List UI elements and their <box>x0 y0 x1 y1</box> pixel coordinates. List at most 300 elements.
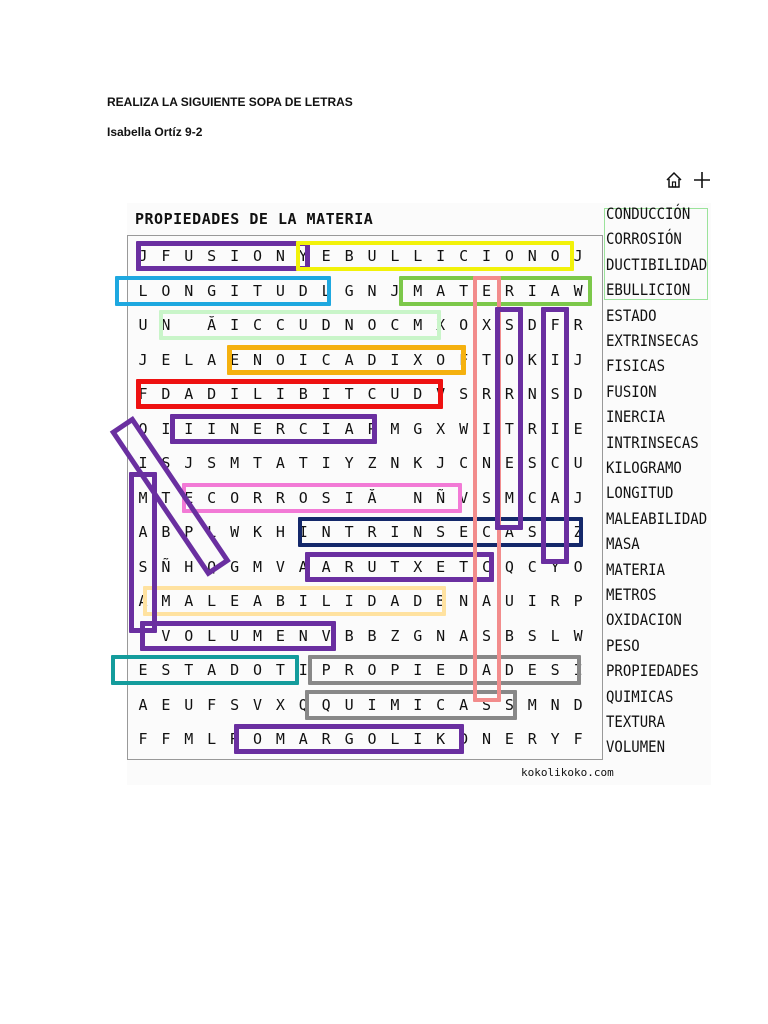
grid-cell: M <box>252 557 263 576</box>
grid-cell: B <box>367 626 377 645</box>
grid-cell: C <box>481 557 492 576</box>
word-list-item: MATERIA <box>606 560 666 579</box>
grid-cell: Ñ <box>436 488 446 507</box>
grid-cell: N <box>230 419 240 438</box>
grid-cell: W <box>459 419 469 438</box>
grid-cell: P <box>390 661 400 679</box>
grid-cell: S <box>481 626 492 645</box>
grid-cell: R <box>230 730 240 748</box>
grid-cell: R <box>367 523 377 541</box>
word-list-item: INTRINSECAS <box>606 433 699 452</box>
grid-cell: G <box>413 419 423 438</box>
grid-cell: C <box>481 523 492 541</box>
grid-cell: L <box>207 592 217 610</box>
grid-cell: I <box>550 419 560 438</box>
grid-cell: S <box>504 695 514 714</box>
grid-cell: O <box>184 626 194 645</box>
grid-cell: T <box>504 419 514 438</box>
grid-cell: A <box>184 385 194 403</box>
grid-cell: D <box>321 316 331 334</box>
grid-cell: A <box>138 695 148 714</box>
highlight-ebullicion <box>296 241 574 271</box>
highlight-maleabilidad <box>143 586 446 616</box>
grid-cell: V <box>161 626 171 645</box>
grid-cell: J <box>138 247 148 265</box>
grid-cell: S <box>138 557 148 576</box>
grid-cell: I <box>527 281 537 300</box>
grid-cell: U <box>184 695 194 714</box>
grid-cell: U <box>298 316 308 334</box>
grid-cell: N <box>367 281 377 300</box>
grid-cell: O <box>550 247 560 265</box>
grid-cell: O <box>504 350 514 369</box>
grid-cell: Z <box>573 523 583 541</box>
word-list-item: CONDUCCIÓN <box>606 205 691 224</box>
grid-cell: I <box>550 350 560 369</box>
grid-cell: L <box>252 385 263 403</box>
grid-cell: S <box>481 695 492 714</box>
grid-cell: E <box>527 661 537 679</box>
grid-cell: A <box>298 557 308 576</box>
grid-cell: G <box>207 281 217 300</box>
grid-cell: I <box>275 385 285 403</box>
grid-cell: D <box>573 695 583 714</box>
highlight-fusion <box>136 241 311 271</box>
grid-cell: X <box>413 350 423 369</box>
grid-cell: A <box>138 592 148 610</box>
grid-cell: I <box>413 695 423 714</box>
grid-cell: T <box>459 281 469 300</box>
grid-cell: N <box>481 730 492 748</box>
grid-cell: M <box>527 695 537 714</box>
grid-cell: N <box>459 592 469 610</box>
word-list-item: QUIMICAS <box>606 687 674 706</box>
grid-cell: N <box>527 385 537 403</box>
grid-cell: H <box>275 523 285 541</box>
grid-cell: I <box>481 419 492 438</box>
grid-cell: V <box>459 488 469 507</box>
grid-cell: N <box>344 316 354 334</box>
grid-cell: B <box>504 626 514 645</box>
grid-cell: Ă <box>367 488 377 507</box>
grid-cell: L <box>184 350 194 369</box>
grid-cell: E <box>504 454 514 472</box>
grid-cell: U <box>390 385 400 403</box>
highlight-ductibilidad <box>136 379 443 409</box>
grid-cell: O <box>138 419 148 438</box>
grid-cell: S <box>436 523 446 541</box>
grid-cell: T <box>252 454 263 472</box>
grid-cell: M <box>161 592 171 610</box>
grid-cell: E <box>436 557 446 576</box>
grid-cell: C <box>298 419 308 438</box>
grid-cell: Y <box>550 557 560 576</box>
grid-cell: M <box>138 488 148 507</box>
grid-cell: E <box>230 350 240 369</box>
grid-cell: R <box>573 316 583 334</box>
highlight-fisicas-col <box>541 307 569 565</box>
word-list-item: PROPIEDADES <box>606 662 699 681</box>
grid-cell: L <box>321 281 331 300</box>
document-heading: REALIZA LA SIGUIENTE SOPA DE LETRAS <box>107 95 353 109</box>
grid-cell: R <box>527 419 537 438</box>
grid-cell: A <box>481 661 492 679</box>
grid-cell: J <box>436 454 446 472</box>
grid-cell: E <box>161 350 171 369</box>
grid-cell: C <box>459 454 469 472</box>
grid-cell: R <box>344 557 354 576</box>
grid-cell: Y <box>298 247 308 265</box>
grid-cell: O <box>436 350 446 369</box>
grid-cell: V <box>252 695 263 714</box>
grid-cell: P <box>573 592 583 610</box>
grid-cell: Ă <box>207 316 217 334</box>
grid-cell: W <box>573 626 583 645</box>
grid-cell: E <box>321 247 331 265</box>
grid-cell: D <box>161 385 171 403</box>
grid-cell: A <box>207 350 217 369</box>
grid-cell: U <box>230 626 240 645</box>
grid-cell: N <box>413 523 423 541</box>
grid-cell: U <box>367 557 377 576</box>
grid-cell: E <box>230 592 240 610</box>
grid-cell: V <box>321 626 331 645</box>
highlight-estado <box>111 655 299 685</box>
grid-cell: D <box>413 592 423 610</box>
word-list-item: DUCTIBILIDAD <box>606 255 708 275</box>
grid-cell: K <box>252 523 263 541</box>
grid-cell: S <box>230 695 240 714</box>
grid-cell: M <box>184 730 194 748</box>
grid-cell: R <box>275 488 285 507</box>
grid-cell: C <box>321 350 331 369</box>
grid-cell: O <box>275 350 285 369</box>
grid-cell: B <box>436 592 446 610</box>
grid-cell: N <box>436 626 446 645</box>
grid-cell: A <box>459 695 469 714</box>
grid-cell: I <box>184 419 194 438</box>
grid-cell: I <box>413 730 423 748</box>
grid-cell: A <box>275 454 285 472</box>
grid-cell: C <box>527 488 537 507</box>
grid-cell: M <box>390 419 400 438</box>
grid-cell: Y <box>344 454 354 472</box>
grid-cell: F <box>550 316 560 334</box>
grid-cell: L <box>390 247 400 265</box>
word-list-item: PESO <box>606 636 640 656</box>
grid-cell: R <box>527 730 537 748</box>
grid-cell: U <box>138 316 148 334</box>
grid-cell: R <box>275 419 285 438</box>
word-list-item: TEXTURA <box>606 713 666 732</box>
grid-cell: J <box>390 281 400 300</box>
grid-cell: E <box>573 419 583 438</box>
grid-cell: O <box>367 661 377 679</box>
grid-cell: B <box>344 247 354 265</box>
grid-cell: T <box>459 557 469 576</box>
word-list-item: OXIDACION <box>606 611 682 630</box>
grid-cell: C <box>527 557 537 576</box>
grid-cell: M <box>413 316 423 334</box>
grid-cell: H <box>184 557 194 576</box>
grid-cell: A <box>138 523 148 541</box>
word-list-item: METROS <box>606 586 657 605</box>
home-icon[interactable] <box>664 170 684 190</box>
word-list-item: FISICAS <box>606 357 666 376</box>
grid-cell: A <box>298 730 308 748</box>
grid-cell: O <box>504 247 514 265</box>
grid-cell: K <box>413 454 423 472</box>
grid-cell: Y <box>550 730 560 748</box>
grid-cell: O <box>573 557 583 576</box>
grid-cell: I <box>161 419 171 438</box>
grid-cell: I <box>481 247 492 265</box>
grid-cell: A <box>481 592 492 610</box>
grid-cell: T <box>481 350 492 369</box>
grid-cell: A <box>550 488 560 507</box>
grid-cell: E <box>252 419 263 438</box>
word-list-item: VOLUMEN <box>606 738 666 757</box>
grid-cell: T <box>344 523 354 541</box>
grid-cell: I <box>230 385 240 403</box>
grid-cell: C <box>390 316 400 334</box>
grid-cell: A <box>207 661 217 679</box>
grid-cell: I <box>230 316 240 334</box>
grid-cell: A <box>504 523 514 541</box>
grid-cell: S <box>207 454 217 472</box>
grid-cell: X <box>413 557 423 576</box>
word-list-item: EXTRINSECAS <box>606 332 699 351</box>
grid-cell: S <box>504 316 514 334</box>
grid-cell: F <box>138 385 148 403</box>
grid-cell: N <box>184 281 194 300</box>
grid-cell: O <box>252 247 263 265</box>
grid-cell: N <box>252 350 263 369</box>
grid-cell: L <box>207 626 217 645</box>
highlight-corrosion <box>182 483 462 513</box>
grid-cell: S <box>161 661 171 679</box>
grid-cell: N <box>298 626 308 645</box>
puzzle-credit: kokolikoko.com <box>521 766 614 779</box>
grid-cell: A <box>550 281 560 300</box>
grid-cell: I <box>321 419 331 438</box>
grid-cell: M <box>230 454 240 472</box>
highlight-propiedades <box>308 655 581 685</box>
grid-cell: I <box>344 488 354 507</box>
grid-cell: S <box>321 488 331 507</box>
highlight-conduccion <box>159 310 441 340</box>
grid-cell: Q <box>207 557 217 576</box>
grid-cell: T <box>184 661 194 679</box>
grid-cell: I <box>298 350 308 369</box>
grid-cell: B <box>344 626 354 645</box>
highlight-sotri-col <box>495 307 523 530</box>
word-list-item: KILOGRAMO <box>606 459 682 478</box>
grid-cell: D <box>367 592 377 610</box>
grid-cell: O <box>252 730 263 748</box>
grid-cell: I <box>321 385 331 403</box>
grid-cell: W <box>230 523 240 541</box>
grid-cell: J <box>573 350 583 369</box>
grid-cell: U <box>184 247 194 265</box>
grid-cell: D <box>367 350 377 369</box>
grid-cell: D <box>573 385 583 403</box>
grid-cell: R <box>550 592 560 610</box>
grid-cell: T <box>344 385 354 403</box>
grid-cell: S <box>481 488 492 507</box>
grid-cell: P <box>367 419 377 438</box>
grid-cell: S <box>459 385 469 403</box>
grid-cell: T <box>298 454 308 472</box>
grid-cell: O <box>230 488 240 507</box>
grid-cell: O <box>367 316 377 334</box>
grid-cell: B <box>275 592 285 610</box>
grid-cell: A <box>390 592 400 610</box>
grid-cell: F <box>573 730 583 748</box>
highlight-longitud <box>115 276 331 306</box>
grid-cell: F <box>161 247 171 265</box>
grid-cell: I <box>138 454 148 472</box>
grid-cell: R <box>321 730 331 748</box>
grid-cell: N <box>275 247 285 265</box>
grid-cell: A <box>252 592 263 610</box>
grid-cell: S <box>550 385 560 403</box>
grid-cell: G <box>413 626 423 645</box>
grid-cell: U <box>344 695 354 714</box>
grid-cell: E <box>459 523 469 541</box>
grid-cell: I <box>573 661 583 679</box>
grid-cell: M <box>252 626 263 645</box>
grid-cell: S <box>527 523 537 541</box>
grid-cell: A <box>184 592 194 610</box>
grid-cell: Q <box>321 695 331 714</box>
highlight-inercia <box>170 414 377 444</box>
grid-cell: A <box>344 419 354 438</box>
grid-cell: N <box>390 454 400 472</box>
grid-cell: P <box>184 523 194 541</box>
grid-cell: R <box>504 385 514 403</box>
grid-cell: X <box>275 695 285 714</box>
grid-cell: C <box>367 385 377 403</box>
grid-cell: U <box>573 454 583 472</box>
grid-cell: L <box>550 626 560 645</box>
grid-cell: J <box>184 454 194 472</box>
grid-cell: J <box>573 247 583 265</box>
word-list-item: FUSION <box>606 382 657 402</box>
grid-cell: C <box>275 316 285 334</box>
puzzle-title: PROPIEDADES DE LA MATERIA <box>135 210 374 228</box>
grid-cell: D <box>230 661 240 679</box>
grid-cell: M <box>390 695 400 714</box>
grid-cell: U <box>367 247 377 265</box>
grid-cell: E <box>481 281 492 300</box>
grid-cell: T <box>275 661 285 679</box>
document-author: Isabella Ortíz 9-2 <box>107 125 203 139</box>
grid-cell: I <box>298 523 308 541</box>
grid-cell: U <box>275 281 285 300</box>
grid-cell: I <box>230 281 240 300</box>
plus-icon[interactable] <box>692 170 712 190</box>
grid-cell: M <box>504 488 514 507</box>
grid-cell: F <box>459 350 469 369</box>
grid-cell: F <box>161 730 171 748</box>
word-list-item: ESTADO <box>606 306 657 325</box>
grid-cell: D <box>207 385 217 403</box>
grid-cell: I <box>321 454 331 472</box>
grid-cell: P <box>321 661 331 679</box>
grid-cell: S <box>550 661 560 679</box>
grid-cell: Z <box>390 626 400 645</box>
grid-cell: J <box>138 350 148 369</box>
grid-cell: O <box>161 281 171 300</box>
grid-cell: G <box>230 557 240 576</box>
grid-cell: T <box>138 626 148 645</box>
highlight-textura <box>305 552 493 582</box>
grid-cell: E <box>161 695 171 714</box>
grid-cell: G <box>344 730 354 748</box>
grid-cell: M <box>275 730 285 748</box>
grid-cell: K <box>527 350 537 369</box>
grid-cell: G <box>344 281 354 300</box>
grid-cell: D <box>459 661 469 679</box>
grid-cell: Q <box>298 695 308 714</box>
grid-cell: L <box>321 592 331 610</box>
grid-cell: N <box>321 523 331 541</box>
grid-cell: T <box>390 557 400 576</box>
grid-cell: R <box>252 488 263 507</box>
grid-cell: S <box>527 626 537 645</box>
grid-cell: N <box>413 488 423 507</box>
grid-cell: C <box>252 316 263 334</box>
grid-cell: S <box>161 454 171 472</box>
grid-cell: E <box>504 730 514 748</box>
grid-cell: I <box>390 523 400 541</box>
grid-cell: S <box>207 247 217 265</box>
grid-cell: A <box>321 557 331 576</box>
grid-cell: I <box>230 247 240 265</box>
grid-cell: C <box>207 488 217 507</box>
grid-cell: I <box>436 247 446 265</box>
grid-cell: T <box>252 281 263 300</box>
grid-cell: U <box>504 592 514 610</box>
grid-cell: E <box>138 661 148 679</box>
highlight-oxidacion <box>227 345 466 375</box>
grid-cell: V <box>436 385 446 403</box>
grid-cell: D <box>459 730 469 748</box>
grid-cell: N <box>550 695 560 714</box>
grid-cell: V <box>275 557 285 576</box>
grid-cell: E <box>275 626 285 645</box>
grid-cell: F <box>138 730 148 748</box>
grid-cell: A <box>344 350 354 369</box>
grid-cell: C <box>459 247 469 265</box>
grid-cell: I <box>390 350 400 369</box>
grid-cell: R <box>481 385 492 403</box>
grid-cell: L <box>138 281 148 300</box>
grid-cell: I <box>298 592 308 610</box>
grid-cell: S <box>527 454 537 472</box>
highlight-volumen <box>140 621 335 651</box>
grid-cell: L <box>390 730 400 748</box>
grid-cell: L <box>413 247 423 265</box>
grid-cell: A <box>436 281 446 300</box>
grid-cell: J <box>573 488 583 507</box>
grid-cell: N <box>481 454 492 472</box>
grid-cell: Q <box>504 557 514 576</box>
word-list-item: INERCIA <box>606 408 666 427</box>
image-toolbar <box>664 170 712 190</box>
grid-cell: X <box>436 316 446 334</box>
